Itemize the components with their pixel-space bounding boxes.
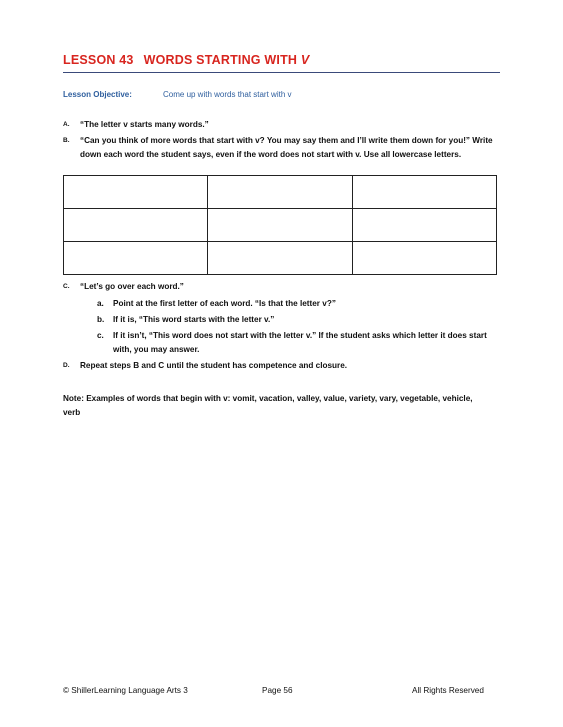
note	[63, 392, 483, 419]
step-a-letter: A.	[63, 121, 70, 128]
lesson-title-text: WORDS STARTING WITH	[143, 53, 298, 67]
substep-c-letter: c.	[97, 331, 104, 340]
table-row	[64, 209, 497, 242]
substep-a-letter: a.	[97, 299, 104, 308]
lesson-title	[63, 53, 309, 67]
note-label: Note:	[63, 394, 84, 403]
table-cell[interactable]	[352, 176, 496, 209]
step-c	[63, 280, 503, 294]
step-c-letter: C.	[63, 283, 70, 290]
substep-c	[97, 329, 502, 356]
footer-rights: All Rights Reserved	[412, 686, 484, 695]
table-cell[interactable]	[352, 209, 496, 242]
footer-page-number: Page 56	[262, 686, 293, 695]
note-text: Examples of words that begin with v: vomit, vacation, valley, value, variety, vary, vegetable, vehicle, verb	[63, 394, 473, 417]
lesson-title-letter: V	[300, 53, 310, 67]
substep-b-letter: b.	[97, 315, 105, 324]
substep-b	[97, 313, 502, 327]
table-row	[64, 176, 497, 209]
title-divider	[63, 72, 500, 73]
word-table	[63, 175, 497, 275]
step-d-letter: D.	[63, 362, 70, 369]
table-row	[64, 242, 497, 275]
footer-copyright: © ShillerLearning Language Arts 3	[63, 686, 188, 695]
table-cell[interactable]	[208, 209, 352, 242]
substep-a	[97, 297, 502, 311]
step-b-letter: B.	[63, 137, 70, 144]
objective-label: Lesson Objective:	[63, 90, 132, 99]
table-cell[interactable]	[208, 176, 352, 209]
step-c-text: “Let’s go over each word.”	[80, 282, 184, 291]
substep-b-text: If it is, “This word starts with the letter v.”	[113, 315, 275, 324]
table-cell[interactable]	[208, 242, 352, 275]
step-d	[63, 359, 503, 373]
objective-text: Come up with words that start with v	[163, 90, 292, 99]
substep-c-text: If it isn’t, “This word does not start with the letter v.” If the student asks which letter it does start with, you may answer.	[113, 331, 487, 354]
substep-a-text: Point at the first letter of each word. “Is that the letter v?”	[113, 299, 336, 308]
step-b-text: “Can you think of more words that start with v? You may say them and I’ll write them down for you!” Write down each word the student says, even if the word does not start with v. Use all lowercase letters.	[80, 136, 493, 159]
table-cell[interactable]	[64, 242, 208, 275]
table-cell[interactable]	[352, 242, 496, 275]
step-a	[63, 118, 503, 132]
lesson-number: LESSON 43	[63, 53, 134, 67]
step-a-text: “The letter v starts many words.”	[80, 120, 209, 129]
step-b	[63, 134, 503, 161]
table-cell[interactable]	[64, 209, 208, 242]
step-d-text: Repeat steps B and C until the student has competence and closure.	[80, 361, 348, 370]
table-cell[interactable]	[64, 176, 208, 209]
